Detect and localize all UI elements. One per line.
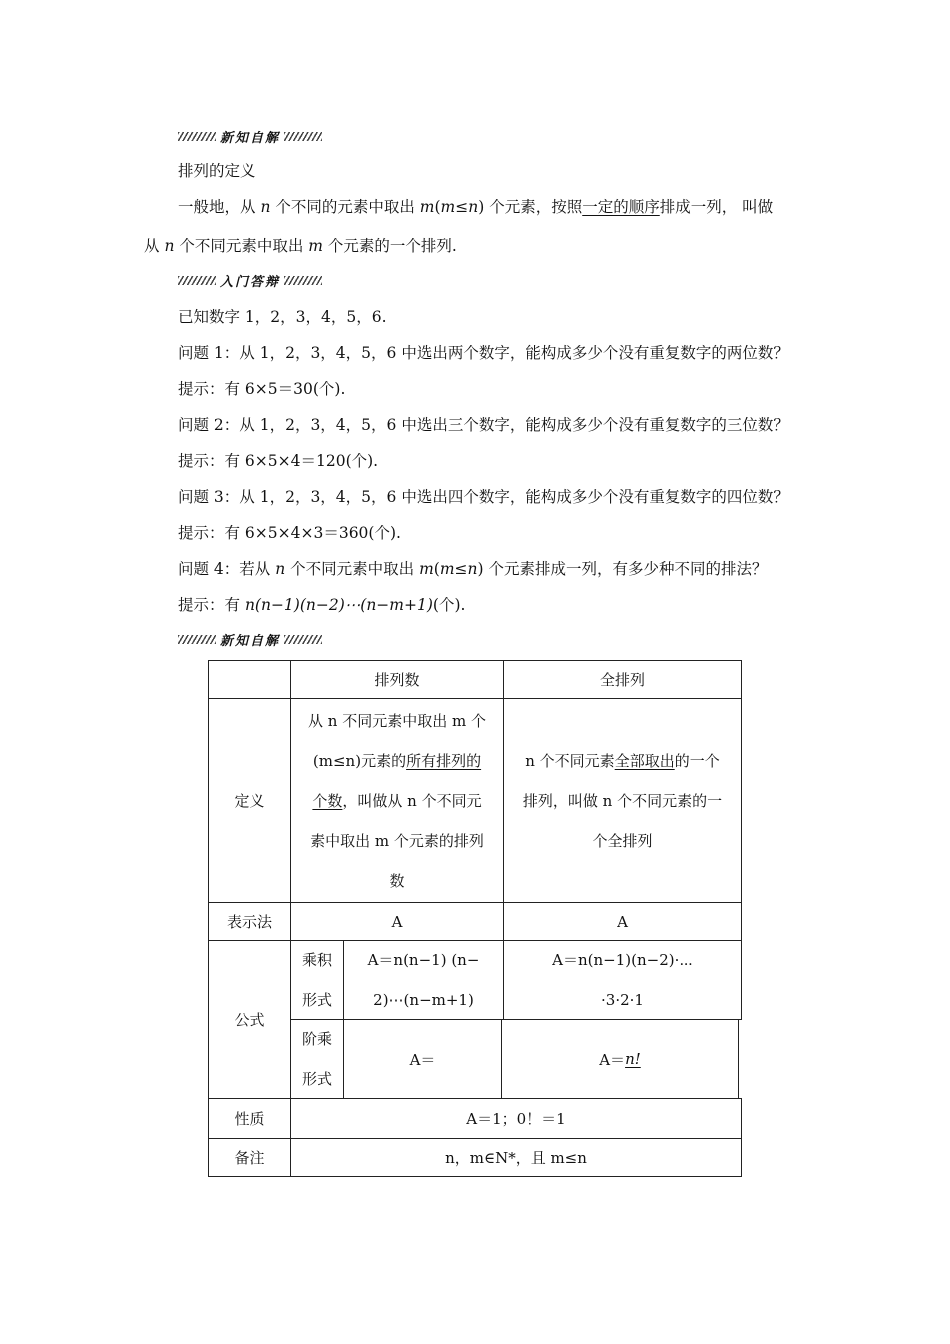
sub-label-factorial	[290, 1019, 344, 1099]
text: (	[434, 198, 441, 216]
factorial-formula-cell: A＝	[343, 1019, 502, 1099]
table-corner-cell	[208, 660, 291, 699]
text-line: 个全排列	[592, 831, 653, 850]
text: 的一个	[674, 751, 720, 770]
row-label-formula: 公式	[208, 940, 291, 1099]
text-line: 阶乘	[301, 1030, 332, 1048]
table-header-cell: 排列数	[290, 660, 504, 699]
note-cell: n，m∈N*，且 m≤n	[290, 1138, 742, 1177]
text-line: 2)⋯(n−m+1)	[373, 991, 474, 1009]
text: (m≤n)元素的	[312, 751, 407, 770]
definition-cell-permutation-number	[290, 698, 504, 903]
text-line: 形式	[301, 1070, 332, 1088]
hatch-decoration-icon	[178, 276, 216, 285]
var-n: n	[468, 198, 479, 216]
var-n: n	[164, 237, 175, 255]
text: n 个不同元素	[525, 751, 615, 770]
question-1: 问题 1：从 1，2，3，4，5，6 中选出两个数字，能构成多少个没有重复数字的两位数？	[178, 344, 789, 362]
text: (个).	[432, 596, 466, 614]
answer-1: 提示：有 6×5＝30(个).	[178, 380, 346, 398]
answer-2: 提示：有 6×5×4＝120(个).	[178, 452, 379, 470]
definition-line-1	[178, 197, 773, 217]
cell-text	[302, 940, 332, 1020]
text: 问题 4：若从	[178, 560, 276, 578]
row-label-note: 备注	[208, 1138, 291, 1177]
text-line	[308, 741, 486, 781]
underlined-answer: 一定的顺序	[582, 198, 660, 216]
cell-text	[298, 701, 496, 901]
text-line	[308, 781, 486, 821]
section-header-1	[178, 126, 322, 146]
var-n: n	[467, 560, 478, 578]
var-n: n	[260, 198, 271, 216]
text: A＝	[599, 1050, 626, 1069]
text-line: 排列，叫做 n 个不同元素的一	[522, 791, 723, 810]
factorial-formula-cell	[501, 1019, 739, 1099]
text-line: 乘积	[301, 951, 332, 969]
cell-text	[302, 1019, 332, 1099]
hatch-decoration-icon	[284, 132, 322, 141]
text: 提示：有	[178, 596, 245, 614]
text: 排成一列， 叫做	[659, 198, 774, 216]
text-line: 数	[389, 871, 405, 890]
text: ) 个元素排成一列，有多少种不同的排法？	[477, 560, 768, 578]
definition-heading: 排列的定义	[178, 162, 256, 180]
formula: n(n−1)(n−2)⋯(n−m+1)	[244, 596, 433, 614]
text: 从	[144, 237, 165, 255]
underlined-answer: 全部取出	[614, 751, 675, 770]
section-title: 入门答辩	[220, 274, 281, 290]
definition-line-2	[144, 236, 457, 256]
var-m: m	[308, 237, 323, 255]
hatch-decoration-icon	[178, 132, 216, 141]
hatch-decoration-icon	[178, 635, 216, 644]
text-line: 从 n 不同元素中取出 m 个	[308, 711, 486, 730]
answer-4	[178, 595, 465, 615]
product-formula-cell	[343, 940, 504, 1020]
section-title: 新知自解	[220, 633, 281, 649]
var-m: m	[439, 560, 455, 578]
row-label-property: 性质	[208, 1098, 291, 1139]
row-label-definition: 定义	[208, 698, 291, 903]
text: )	[478, 198, 485, 216]
text: 个不同元素中取出	[285, 560, 420, 578]
text: 个不同元素中取出	[174, 237, 309, 255]
underlined-answer: 所有排列的	[406, 751, 482, 770]
var-m: m	[440, 198, 456, 216]
text-line: 形式	[301, 991, 332, 1009]
sub-label-product	[290, 940, 344, 1020]
question-3: 问题 3：从 1，2，3，4，5，6 中选出四个数字，能构成多少个没有重复数字的四位数？	[178, 488, 789, 506]
text: ，叫做从 n 个不同元	[342, 791, 482, 810]
row-label-notation: 表示法	[208, 902, 291, 941]
product-formula-cell	[503, 940, 742, 1020]
cell-text	[513, 741, 732, 861]
section-header-3	[178, 629, 322, 649]
notation-cell: A	[503, 902, 742, 941]
text: 一般地，从	[178, 198, 261, 216]
hatch-decoration-icon	[284, 635, 322, 644]
question-4	[178, 559, 768, 579]
table-header-cell: 全排列	[503, 660, 742, 699]
var-m: m	[419, 560, 434, 578]
text-line	[523, 741, 722, 781]
cell-text	[552, 940, 693, 1020]
underlined-answer: n!	[625, 1050, 641, 1068]
section-title: 新知自解	[220, 130, 281, 146]
text-line: 素中取出 m 个元素的排列	[310, 831, 484, 850]
var-n: n	[275, 560, 286, 578]
definition-cell-full-permutation	[503, 698, 742, 903]
text: ≤	[455, 198, 469, 216]
var-m: m	[419, 198, 435, 216]
answer-3: 提示：有 6×5×4×3＝360(个).	[178, 524, 401, 542]
hatch-decoration-icon	[284, 276, 322, 285]
qa-intro: 已知数字 1，2，3，4，5，6.	[178, 308, 387, 326]
underlined-answer: 个数	[312, 791, 343, 810]
cell-text	[368, 940, 480, 1020]
text-line: A＝n(n−1) (n−	[367, 951, 480, 969]
notation-cell: A	[290, 902, 504, 941]
text: 个元素的一个排列.	[322, 237, 457, 255]
question-2: 问题 2：从 1，2，3，4，5，6 中选出三个数字，能构成多少个没有重复数字的三位数？	[178, 416, 789, 434]
text: ≤	[454, 560, 468, 578]
text: 个元素，按照	[484, 198, 583, 216]
text-line: A＝n(n−1)(n−2)·⋯	[552, 951, 693, 969]
text-line: ·3·2·1	[601, 991, 644, 1009]
property-cell: A＝1；0！＝1	[290, 1098, 742, 1139]
text: (	[433, 560, 440, 578]
section-header-2	[178, 270, 322, 290]
text: 个不同的元素中取出	[270, 198, 420, 216]
